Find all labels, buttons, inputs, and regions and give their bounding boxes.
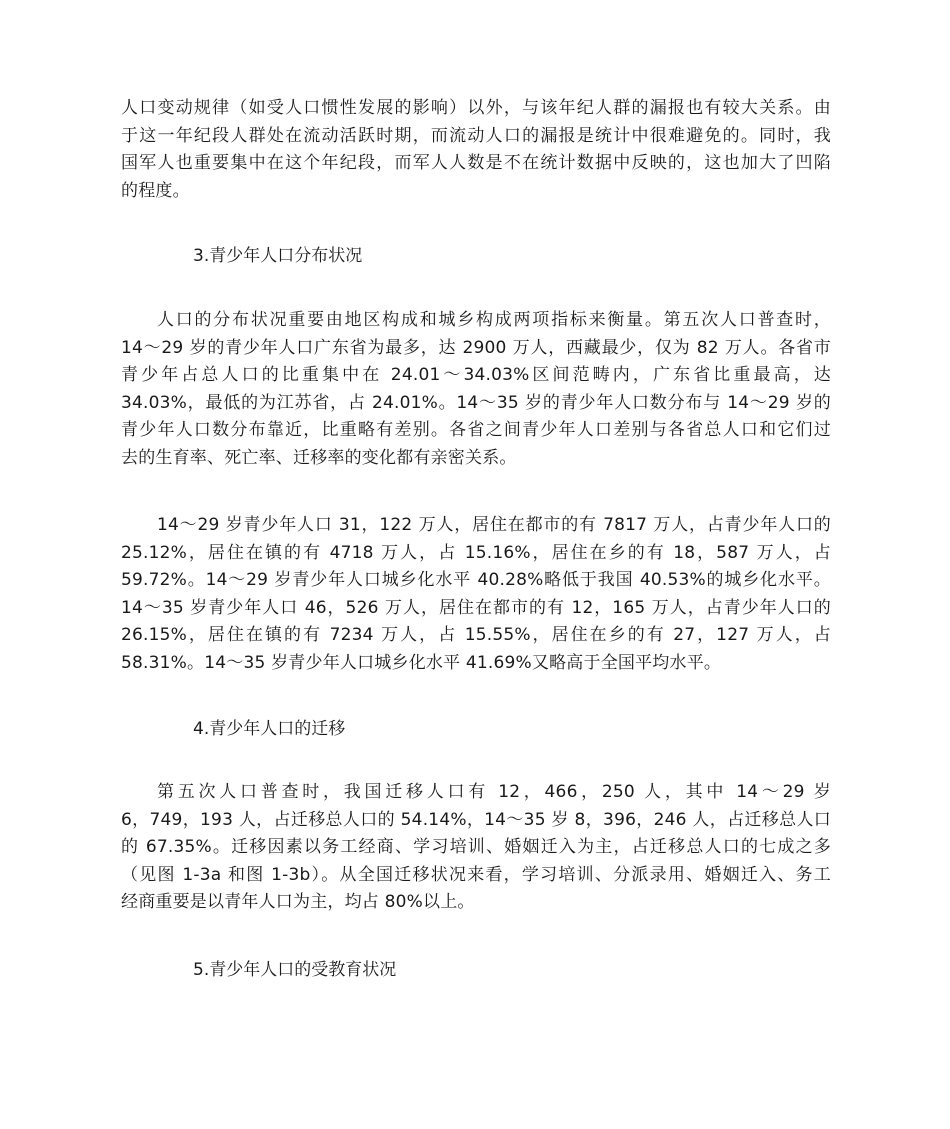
text-line: 去的生育率、死亡率、迁移率的变化都有亲密关系。 — [121, 447, 517, 468]
text-line: 经商重要是以青年人口为主，均占 80%以上。 — [121, 892, 475, 912]
text-line: 人口变动规律（如受人口惯性发展的影响）以外，与该年纪人群的漏报也有较大关系。由 — [121, 98, 831, 118]
text-line: 14～29 岁青少年人口 31，122 万人，居住在都市的有 7817 万人，占青少年人口的 — [157, 515, 831, 535]
section-heading-distribution: 3.青少年人口分布状况 — [193, 246, 363, 266]
text-line: 青少年占总人口的比重集中在 24.01～34.03%区间范畴内，广东省比重最高，达 — [121, 365, 831, 385]
text-line: 14～35 岁青少年人口 46，526 万人，居住在都市的有 12，165 万人，占青少年人口的 — [121, 597, 831, 618]
paragraph-population-change — [121, 95, 831, 205]
text-line: 第五次人口普查时，我国迁移人口有 12，466，250 人，其中 14～29 岁 — [157, 782, 831, 802]
text-line: 26.15%，居住在镇的有 7234 万人，占 15.55%，居住在乡的有 27，127 万人，占 — [121, 625, 831, 645]
text-line: 58.31%。14～35 岁青少年人口城乡化水平 41.69%又略高于全国平均水平。 — [121, 652, 722, 673]
text-line: （见图 1-3a 和图 1-3b）。从全国迁移状况来看，学习培训、分派录用、婚姻迁入、务工 — [121, 864, 831, 885]
text-line: 国军人也重要集中在这个年纪段，而军人人数是不在统计数据中反映的，这也加大了凹陷 — [121, 153, 831, 173]
paragraph-urbanization — [121, 512, 831, 677]
text-line: 青少年人口数分布靠近，比重略有差别。各省之间青少年人口差别与各省总人口和它们过 — [121, 420, 831, 440]
paragraph-distribution — [121, 307, 831, 472]
text-line: 的程度。 — [121, 180, 190, 201]
text-line: 59.72%。14～29 岁青少年人口城乡化水平 40.28%略低于我国 40.53%的城乡化水平。 — [121, 570, 831, 590]
text-line: 14～29 岁的青少年人口广东省为最多，达 2900 万人，西藏最少，仅为 82 万人。各省市 — [121, 337, 831, 358]
text-line: 34.03%，最低的为江苏省，占 24.01%。14～35 岁的青少年人口数分布与 14～29 岁的 — [121, 392, 831, 413]
paragraph-migration — [121, 779, 831, 917]
text-line: 人口的分布状况重要由地区构成和城乡构成两项指标来衡量。第五次人口普查时， — [157, 310, 831, 330]
text-line: 6，749，193 人，占迁移总人口的 54.14%，14～35 岁 8，396，246 人，占迁移总人口 — [121, 809, 831, 830]
section-heading-migration: 4.青少年人口的迁移 — [193, 719, 346, 739]
text-line: 于这一年纪段人群处在流动活跃时期，而流动人口的漏报是统计中很难避免的。同时，我 — [121, 125, 831, 146]
section-heading-education: 5.青少年人口的受教育状况 — [193, 960, 397, 980]
text-line: 的 67.35%。迁移因素以务工经商、学习培训、婚姻迁入为主，占迁移总人口的七成之多 — [121, 837, 831, 857]
text-line: 25.12%，居住在镇的有 4718 万人，占 15.16%，居住在乡的有 18，587 万人，占 — [121, 542, 831, 563]
